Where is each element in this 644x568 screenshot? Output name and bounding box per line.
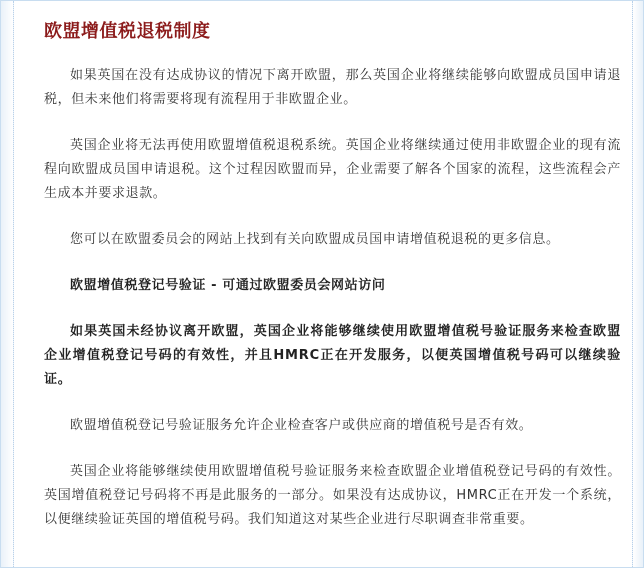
section-title: 欧盟增值税退税制度 bbox=[44, 21, 211, 42]
paragraph-more-info: 您可以在欧盟委员会的网站上找到有关向欧盟成员国申请增值税退税的更多信息。 bbox=[70, 232, 560, 247]
right-border-decoration bbox=[632, 1, 643, 567]
paragraph-hmrc-system: 英国企业将能够继续使用欧盟增值税号验证服务来检查欧盟企业增值税登记号码的有效性。英国增值税登记号码将不再是此服务的一部分。如果没有达成协议，HMRC正在开发一个系统，以便继续验证英国的增值税号码。我们知道这对某些企业进行尽职调查非常重要。 bbox=[44, 464, 621, 527]
paragraph-no-deal-refunds: 如果英国在没有达成协议的情况下离开欧盟，那么英国企业将继续能够向欧盟成员国申请退税，但未来他们将需要将现有流程用于非欧盟企业。 bbox=[44, 68, 621, 107]
paragraph-vies-continuation: 如果英国未经协议离开欧盟，英国企业将能够继续使用欧盟增值税号验证服务来检查欧盟企业增值税登记号码的有效性，并且HMRC正在开发服务，以便英国增值税号码可以继续验证。 bbox=[44, 324, 621, 387]
article-content bbox=[44, 1, 621, 532]
paragraph-vies-description: 欧盟增值税登记号验证服务允许企业检查客户或供应商的增值税号是否有效。 bbox=[70, 418, 533, 433]
paragraph-refund-system: 英国企业将无法再使用欧盟增值税退税系统。英国企业将继续通过使用非欧盟企业的现有流程向欧盟成员国申请退税。这个过程因欧盟而异，企业需要了解各个国家的流程，这些流程会产生成本并要求退款。 bbox=[44, 138, 621, 201]
subheading-vat-number-validation: 欧盟增值税登记号验证 - 可通过欧盟委员会网站访问 bbox=[70, 278, 386, 293]
